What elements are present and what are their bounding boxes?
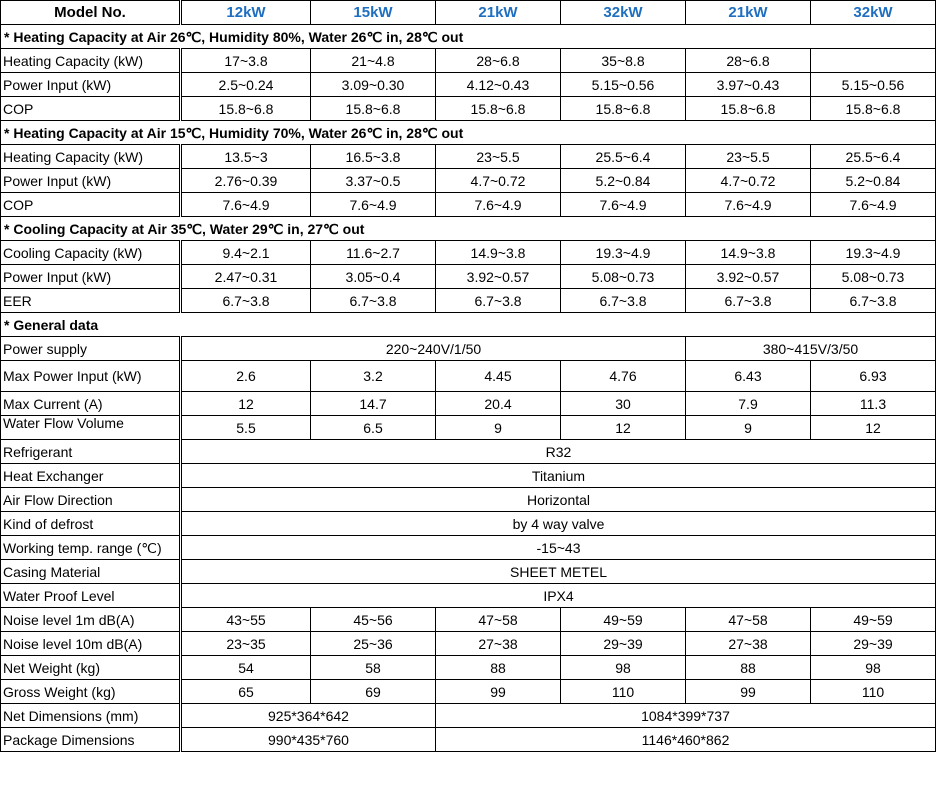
table-cell: 5.15~0.56 — [811, 73, 936, 97]
row-label: Package Dimensions — [1, 728, 181, 752]
table-cell: 20.4 — [436, 392, 561, 416]
table-cell: 88 — [686, 656, 811, 680]
table-cell: 14.7 — [311, 392, 436, 416]
table-row — [1, 97, 936, 121]
row-label: EER — [1, 289, 181, 313]
table-cell: 15.8~6.8 — [311, 97, 436, 121]
table-row — [1, 512, 936, 536]
table-cell: 14.9~3.8 — [686, 241, 811, 265]
table-cell: 88 — [436, 656, 561, 680]
table-cell: 12 — [181, 392, 311, 416]
row-label: COP — [1, 97, 181, 121]
table-cell: 43~55 — [181, 608, 311, 632]
table-row — [1, 560, 936, 584]
table-cell: 49~59 — [811, 608, 936, 632]
table-cell: 4.76 — [561, 361, 686, 392]
table-row — [1, 440, 936, 464]
row-label: Power Input (kW) — [1, 73, 181, 97]
table-cell: 6.5 — [311, 416, 436, 440]
table-cell: 11.6~2.7 — [311, 241, 436, 265]
table-row — [1, 680, 936, 704]
table-cell: 9.4~2.1 — [181, 241, 311, 265]
table-cell — [811, 49, 936, 73]
table-cell: 3.92~0.57 — [436, 265, 561, 289]
model-column-header: 21kW — [436, 1, 561, 25]
table-cell: 21~4.8 — [311, 49, 436, 73]
table-cell: 110 — [561, 680, 686, 704]
table-cell: 7.6~4.9 — [561, 193, 686, 217]
table-cell: 15.8~6.8 — [436, 97, 561, 121]
table-cell: 15.8~6.8 — [181, 97, 311, 121]
table-cell: 98 — [561, 656, 686, 680]
row-label: Air Flow Direction — [1, 488, 181, 512]
table-cell: R32 — [181, 440, 936, 464]
table-cell: 7.6~4.9 — [686, 193, 811, 217]
model-column-header: 12kW — [181, 1, 311, 25]
table-cell: 15.8~6.8 — [686, 97, 811, 121]
table-cell: 6.43 — [686, 361, 811, 392]
table-cell: 16.5~3.8 — [311, 145, 436, 169]
table-cell: 47~58 — [436, 608, 561, 632]
table-row — [1, 49, 936, 73]
table-cell: 27~38 — [686, 632, 811, 656]
table-cell: 99 — [436, 680, 561, 704]
table-cell: 4.12~0.43 — [436, 73, 561, 97]
table-cell: IPX4 — [181, 584, 936, 608]
table-cell: 14.9~3.8 — [436, 241, 561, 265]
table-cell: 19.3~4.9 — [561, 241, 686, 265]
table-cell: 925*364*642 — [181, 704, 436, 728]
table-row — [1, 584, 936, 608]
table-cell: 2.6 — [181, 361, 311, 392]
table-cell: 5.08~0.73 — [811, 265, 936, 289]
table-row — [1, 536, 936, 560]
row-label: Heating Capacity (kW) — [1, 49, 181, 73]
row-label: Water Proof Level — [1, 584, 181, 608]
row-label: Casing Material — [1, 560, 181, 584]
row-label: Power Input (kW) — [1, 169, 181, 193]
table-cell: 49~59 — [561, 608, 686, 632]
table-cell: 9 — [436, 416, 561, 440]
row-label: Net Weight (kg) — [1, 656, 181, 680]
table-cell: 12 — [811, 416, 936, 440]
table-row — [1, 608, 936, 632]
table-cell: 6.7~3.8 — [686, 289, 811, 313]
table-cell: 3.97~0.43 — [686, 73, 811, 97]
table-cell: 45~56 — [311, 608, 436, 632]
table-cell: 12 — [561, 416, 686, 440]
table-cell: Horizontal — [181, 488, 936, 512]
table-cell: 30 — [561, 392, 686, 416]
table-cell: 3.2 — [311, 361, 436, 392]
section-row — [1, 313, 936, 337]
table-cell: 35~8.8 — [561, 49, 686, 73]
table-cell: 28~6.8 — [686, 49, 811, 73]
model-column-header: 32kW — [811, 1, 936, 25]
row-label: Refrigerant — [1, 440, 181, 464]
table-cell: 47~58 — [686, 608, 811, 632]
table-cell: 6.7~3.8 — [436, 289, 561, 313]
table-row — [1, 361, 936, 392]
table-cell: 6.7~3.8 — [811, 289, 936, 313]
table-row — [1, 416, 936, 440]
table-cell: 6.93 — [811, 361, 936, 392]
table-cell: by 4 way valve — [181, 512, 936, 536]
table-cell: 5.2~0.84 — [811, 169, 936, 193]
table-cell: 23~5.5 — [686, 145, 811, 169]
table-cell: 25~36 — [311, 632, 436, 656]
table-cell: 25.5~6.4 — [561, 145, 686, 169]
table-row — [1, 169, 936, 193]
table-cell: 4.7~0.72 — [436, 169, 561, 193]
table-cell: 27~38 — [436, 632, 561, 656]
table-cell: 7.6~4.9 — [436, 193, 561, 217]
table-cell: 220~240V/1/50 — [181, 337, 686, 361]
table-row — [1, 392, 936, 416]
table-cell: 19.3~4.9 — [811, 241, 936, 265]
table-cell: 3.37~0.5 — [311, 169, 436, 193]
row-label: Heat Exchanger — [1, 464, 181, 488]
table-cell: 990*435*760 — [181, 728, 436, 752]
table-cell: 54 — [181, 656, 311, 680]
row-label: Power supply — [1, 337, 181, 361]
table-cell: 98 — [811, 656, 936, 680]
table-cell: 28~6.8 — [436, 49, 561, 73]
table-cell: 3.09~0.30 — [311, 73, 436, 97]
table-cell: 3.92~0.57 — [686, 265, 811, 289]
row-label: Gross Weight (kg) — [1, 680, 181, 704]
table-cell: 4.45 — [436, 361, 561, 392]
table-cell: 9 — [686, 416, 811, 440]
table-cell: 11.3 — [811, 392, 936, 416]
table-row — [1, 488, 936, 512]
table-cell: 5.2~0.84 — [561, 169, 686, 193]
table-row — [1, 656, 936, 680]
section-row — [1, 121, 936, 145]
table-cell: 99 — [686, 680, 811, 704]
table-row — [1, 337, 936, 361]
table-cell: 69 — [311, 680, 436, 704]
table-row — [1, 265, 936, 289]
table-cell: 58 — [311, 656, 436, 680]
table-cell: 23~35 — [181, 632, 311, 656]
table-row — [1, 728, 936, 752]
table-cell: 23~5.5 — [436, 145, 561, 169]
table-cell: 110 — [811, 680, 936, 704]
table-cell: 1146*460*862 — [436, 728, 936, 752]
table-cell: 6.7~3.8 — [561, 289, 686, 313]
row-label: Power Input (kW) — [1, 265, 181, 289]
row-label: Noise level 1m dB(A) — [1, 608, 181, 632]
table-row — [1, 241, 936, 265]
table-cell: 3.05~0.4 — [311, 265, 436, 289]
table-cell: 5.08~0.73 — [561, 265, 686, 289]
section-heating-26: * Heating Capacity at Air 26℃, Humidity 80%, Water 26℃ in, 28℃ out — [1, 25, 936, 49]
table-cell: 5.5 — [181, 416, 311, 440]
table-row — [1, 73, 936, 97]
section-heating-15: * Heating Capacity at Air 15℃, Humidity 70%, Water 26℃ in, 28℃ out — [1, 121, 936, 145]
table-row — [1, 464, 936, 488]
row-label — [1, 416, 181, 440]
table-row — [1, 704, 936, 728]
model-column-header: 21kW — [686, 1, 811, 25]
table-cell: 7.6~4.9 — [811, 193, 936, 217]
table-row — [1, 289, 936, 313]
row-label: Max Current (A) — [1, 392, 181, 416]
table-cell: 17~3.8 — [181, 49, 311, 73]
row-label: Working temp. range (℃) — [1, 536, 181, 560]
table-cell: Titanium — [181, 464, 936, 488]
row-label: Max Power Input (kW) — [1, 361, 181, 392]
table-cell: 7.9 — [686, 392, 811, 416]
table-cell: 65 — [181, 680, 311, 704]
table-cell: 13.5~3 — [181, 145, 311, 169]
table-cell: 15.8~6.8 — [811, 97, 936, 121]
row-label: Heating Capacity (kW) — [1, 145, 181, 169]
table-cell: 2.47~0.31 — [181, 265, 311, 289]
model-column-header: 32kW — [561, 1, 686, 25]
table-row — [1, 145, 936, 169]
table-row — [1, 632, 936, 656]
table-cell: -15~43 — [181, 536, 936, 560]
table-cell: 15.8~6.8 — [561, 97, 686, 121]
table-cell: 6.7~3.8 — [181, 289, 311, 313]
section-cooling: * Cooling Capacity at Air 35℃, Water 29℃ in, 27℃ out — [1, 217, 936, 241]
section-general: * General data — [1, 313, 936, 337]
section-row — [1, 217, 936, 241]
table-cell: SHEET METEL — [181, 560, 936, 584]
table-cell: 5.15~0.56 — [561, 73, 686, 97]
row-label: Cooling Capacity (kW) — [1, 241, 181, 265]
table-cell: 29~39 — [811, 632, 936, 656]
table-row — [1, 193, 936, 217]
row-label: Noise level 10m dB(A) — [1, 632, 181, 656]
row-label: Net Dimensions (mm) — [1, 704, 181, 728]
table-cell: 2.76~0.39 — [181, 169, 311, 193]
table-cell: 4.7~0.72 — [686, 169, 811, 193]
table-cell: 29~39 — [561, 632, 686, 656]
header-row — [1, 1, 936, 25]
model-no-header: Model No. — [1, 1, 181, 25]
table-cell: 380~415V/3/50 — [686, 337, 936, 361]
section-row — [1, 25, 936, 49]
model-column-header: 15kW — [311, 1, 436, 25]
table-cell: 25.5~6.4 — [811, 145, 936, 169]
table-cell: 1084*399*737 — [436, 704, 936, 728]
table-cell: 7.6~4.9 — [311, 193, 436, 217]
table-cell: 7.6~4.9 — [181, 193, 311, 217]
row-label: Kind of defrost — [1, 512, 181, 536]
row-label: COP — [1, 193, 181, 217]
water-flow-label: Water Flow Volume — [3, 415, 124, 431]
table-cell: 6.7~3.8 — [311, 289, 436, 313]
table-cell: 2.5~0.24 — [181, 73, 311, 97]
